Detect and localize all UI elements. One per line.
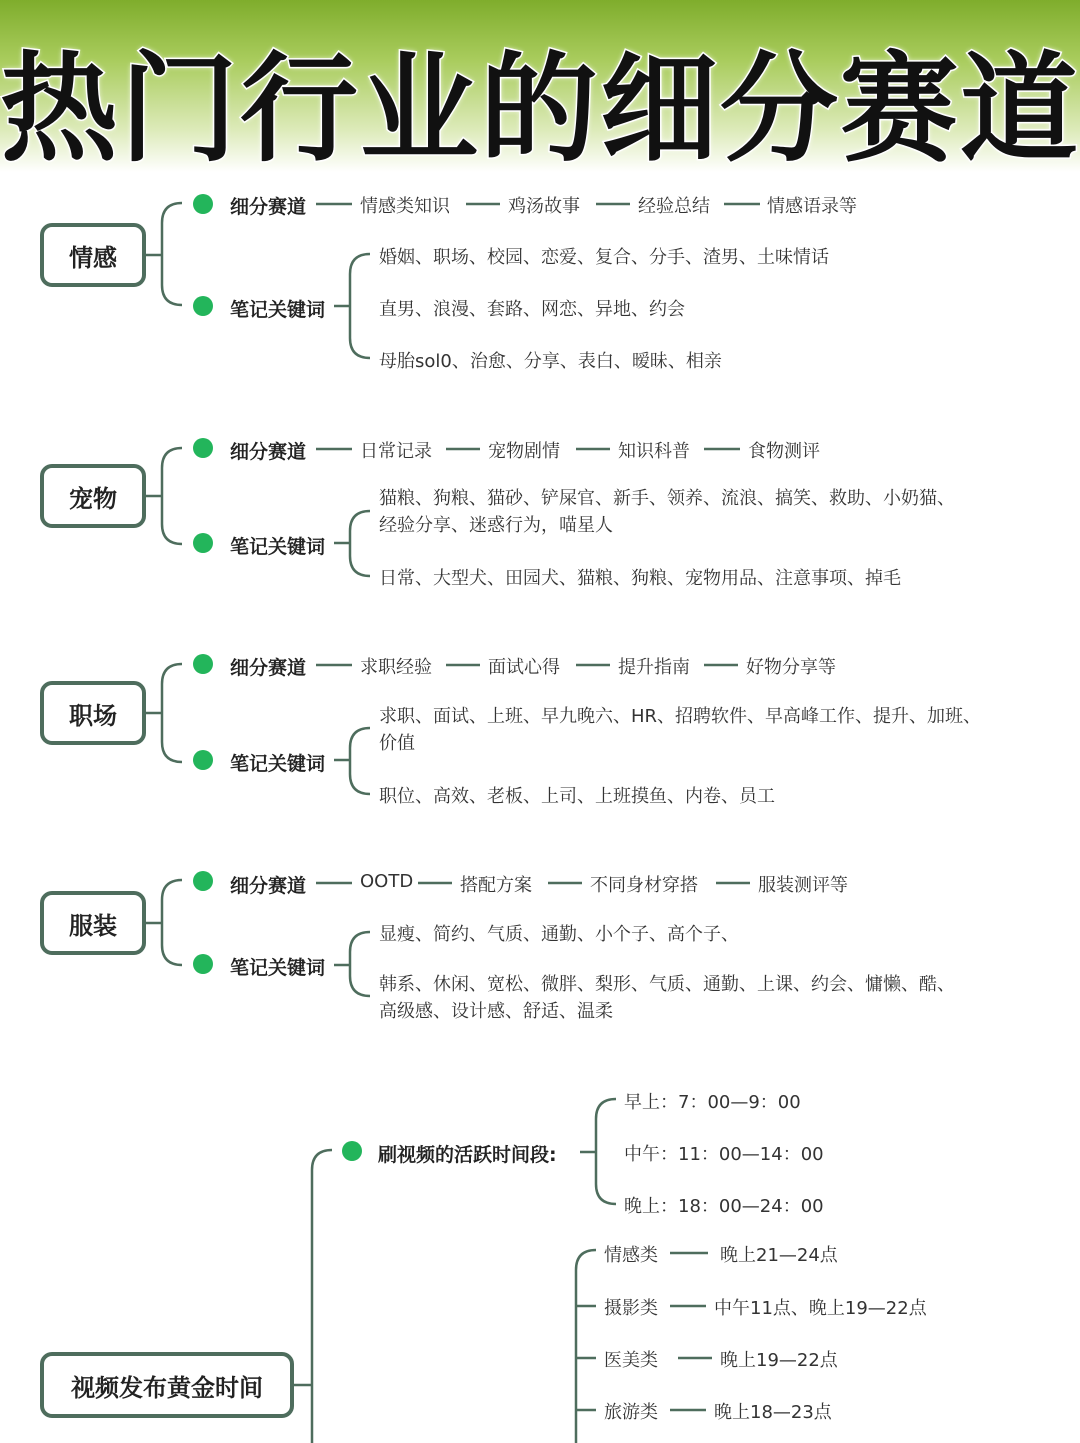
keyword-label: 笔记关键词 — [230, 957, 326, 979]
track-label: 细分赛道 — [230, 196, 307, 218]
category-name: 情感 — [69, 243, 117, 272]
golden-time-box — [40, 1352, 294, 1418]
keyword-label: 笔记关键词 — [230, 753, 326, 775]
active-time-label: 刷视频的活跃时间段: — [378, 1144, 557, 1166]
track-label: 细分赛道 — [230, 657, 307, 679]
track-item: 食物测评 — [748, 441, 820, 462]
keyword-line: 婚姻、职场、校园、恋爱、复合、分手、渣男、土味情话 — [379, 247, 829, 268]
keyword-line: 直男、浪漫、套路、网恋、异地、约会 — [379, 299, 685, 320]
bullet-dot — [193, 954, 213, 974]
category-name: 宠物 — [69, 484, 117, 513]
bullet-dot — [193, 296, 213, 316]
page-title: 热门行业的细分赛道 — [0, 40, 1080, 178]
category-box-clothing — [40, 891, 146, 955]
track-item: 宠物剧情 — [488, 441, 560, 462]
track-item: 知识科普 — [618, 441, 690, 462]
track-item: 日常记录 — [360, 441, 432, 462]
category-time: 晚上21—24点 — [720, 1245, 838, 1266]
track-item: 求职经验 — [360, 657, 432, 678]
bullet-dot — [193, 750, 213, 770]
bullet-dot — [342, 1141, 362, 1161]
keyword-line: 日常、大型犬、田园犬、猫粮、狗粮、宠物用品、注意事项、掉毛 — [379, 568, 901, 589]
track-item: 不同身材穿搭 — [590, 875, 698, 896]
bullet-dot — [193, 533, 213, 553]
category-name: 情感类 — [604, 1245, 658, 1266]
category-name: 服装 — [69, 911, 117, 940]
golden-time-title: 视频发布黄金时间 — [71, 1373, 263, 1402]
track-item: 鸡汤故事 — [508, 196, 580, 217]
category-time: 中午11点、晚上19—22点 — [714, 1298, 927, 1319]
track-label: 细分赛道 — [230, 875, 307, 897]
category-time: 晚上18—23点 — [714, 1402, 832, 1423]
keyword-line: 韩系、休闲、宽松、微胖、梨形、气质、通勤、上课、约会、慵懒、酷、高级感、设计感、舒适、温柔 — [379, 974, 955, 1022]
category-box-pets — [40, 464, 146, 528]
bullet-dot — [193, 194, 213, 214]
bullet-dot — [193, 438, 213, 458]
active-time-item: 中午：11：00—14：00 — [624, 1144, 824, 1165]
keyword-line: 职位、高效、老板、上司、上班摸鱼、内卷、员工 — [379, 786, 775, 807]
category-time: 晚上19—22点 — [720, 1350, 838, 1371]
track-item: 服装测评等 — [758, 875, 848, 896]
category-name: 职场 — [69, 701, 117, 730]
track-item: 情感类知识 — [360, 196, 450, 217]
keyword-line: 猫粮、狗粮、猫砂、铲屎官、新手、领养、流浪、搞笑、救助、小奶猫、经验分享、迷惑行为，喵星人 — [379, 488, 955, 536]
track-item: 经验总结 — [638, 196, 710, 217]
bullet-dot — [193, 654, 213, 674]
keyword-line: 求职、面试、上班、早九晚六、HR、招聘软件、早高峰工作、提升、加班、价值 — [379, 706, 982, 754]
active-time-item: 早上：7：00—9：00 — [624, 1092, 801, 1113]
active-time-item: 晚上：18：00—24：00 — [624, 1196, 824, 1217]
category-box-workplace — [40, 681, 146, 745]
category-name: 摄影类 — [604, 1298, 658, 1319]
keyword-line: 母胎sol0、治愈、分享、表白、暧昧、相亲 — [379, 351, 722, 372]
bullet-dot — [193, 871, 213, 891]
category-box-emotion — [40, 223, 146, 287]
track-item: 情感语录等 — [767, 196, 857, 217]
track-item: 提升指南 — [618, 657, 690, 678]
category-name: 旅游类 — [604, 1402, 658, 1423]
track-item: OOTD — [360, 871, 414, 892]
category-name: 医美类 — [604, 1350, 658, 1371]
keyword-label: 笔记关键词 — [230, 299, 326, 321]
track-item: 搭配方案 — [460, 875, 532, 896]
keyword-line: 显瘦、简约、气质、通勤、小个子、高个子、 — [379, 924, 739, 945]
track-item: 面试心得 — [488, 657, 560, 678]
track-label: 细分赛道 — [230, 441, 307, 463]
keyword-label: 笔记关键词 — [230, 536, 326, 558]
track-item: 好物分享等 — [746, 657, 836, 678]
